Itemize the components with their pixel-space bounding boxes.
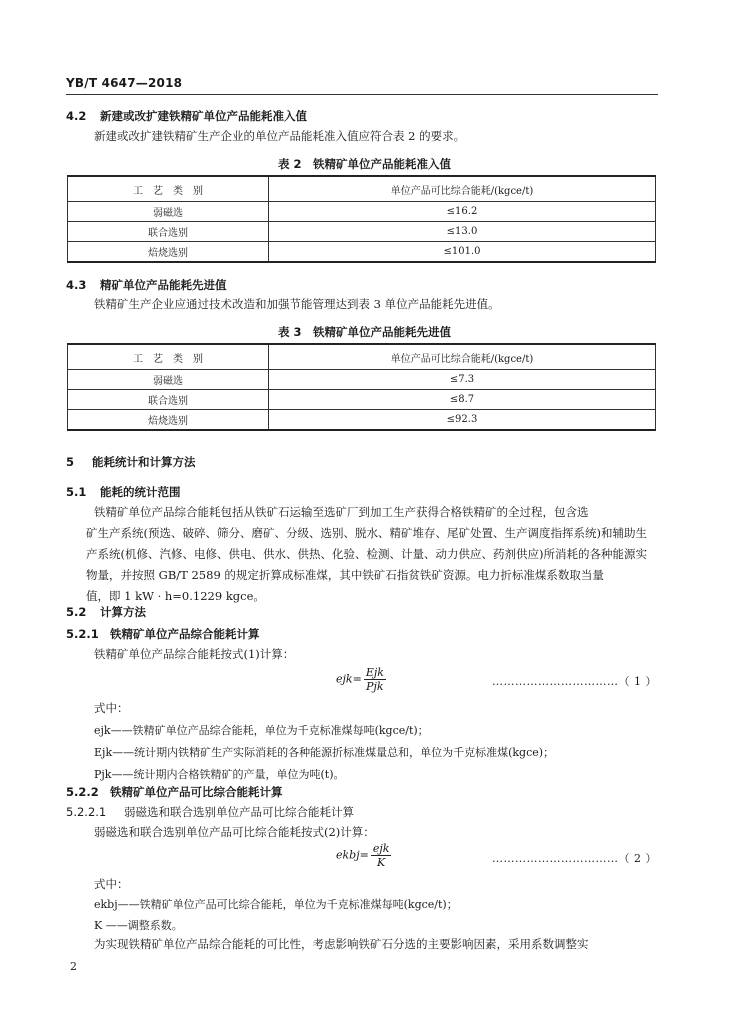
formula-lhs: ekbj= xyxy=(336,848,369,862)
cell-category: 弱磁选 xyxy=(68,202,269,222)
section-5-2-1-body: 铁精矿单位产品综合能耗按式(1)计算： xyxy=(94,647,295,661)
definition-line: ekbj——铁精矿单位产品可比综合能耗，单位为千克标准煤每吨(kgce/t)； xyxy=(94,898,458,911)
cell-category: 弱磁选 xyxy=(68,370,269,390)
table-row xyxy=(68,410,656,431)
section-number: 5.2.2 xyxy=(66,785,99,799)
section-5-2-heading xyxy=(66,604,146,620)
section-number: 5 xyxy=(66,455,75,469)
section-number: 5.2 xyxy=(66,605,87,619)
cell-value: ≤92.3 xyxy=(269,410,656,431)
definition-line: ejk——铁精矿单位产品综合能耗，单位为千克标准煤每吨(kgce/t)； xyxy=(94,724,429,737)
section-title: 弱磁选和联合选别单位产品可比综合能耗计算 xyxy=(124,805,354,819)
section-title: 计算方法 xyxy=(100,605,146,619)
paragraph-line: 矿生产系统(预选、破碎、筛分、磨矿、分级、选别、脱水、精矿堆存、尾矿处置、生产调度指挥系统)和辅助生 xyxy=(86,526,647,540)
section-5-2-2-heading xyxy=(66,784,283,800)
cell-value: ≤13.0 xyxy=(269,222,656,242)
formula-numerator: ejk xyxy=(372,842,390,855)
column-header-value: 单位产品可比综合能耗/(kgce/t) xyxy=(269,176,656,202)
formula-2 xyxy=(336,842,391,869)
section-number: 5.2.1 xyxy=(66,627,99,641)
section-title: 精矿单位产品能耗先进值 xyxy=(100,278,227,292)
table-row xyxy=(68,202,656,222)
formula-fraction xyxy=(371,842,392,869)
table-2 xyxy=(67,175,656,263)
table-3 xyxy=(67,343,656,431)
section-4-3-body: 铁精矿生产企业应通过技术改造和加强节能管理达到表 3 单位产品能耗先进值。 xyxy=(94,297,500,311)
paragraph-line: 物量，并按照 GB/T 2589 的规定折算成标准煤，其中铁矿石指贫铁矿资源。电力折标准煤系数取当量 xyxy=(86,568,604,582)
column-header-category: 工 艺 类 别 xyxy=(68,344,269,370)
section-4-2-body: 新建或改扩建铁精矿生产企业的单位产品能耗准入值应符合表 2 的要求。 xyxy=(94,129,466,143)
formula-fraction xyxy=(364,666,386,693)
table-header-row xyxy=(68,176,656,202)
cell-category: 焙烧选别 xyxy=(68,242,269,263)
section-title: 新建或改扩建铁精矿单位产品能耗准入值 xyxy=(100,109,307,123)
table-row xyxy=(68,222,656,242)
section-title: 能耗的统计范围 xyxy=(100,485,181,499)
definition-line: K ——调整系数。 xyxy=(94,919,183,932)
cell-category: 联合选别 xyxy=(68,390,269,410)
formula-denominator: Pjk xyxy=(366,680,384,693)
section-4-2-heading xyxy=(66,108,307,124)
definition-line: Ejk——统计期内铁精矿生产实际消耗的各种能源折标准煤量总和，单位为千克标准煤(kgce)； xyxy=(94,746,555,759)
header-rule xyxy=(66,94,658,95)
cell-value: ≤8.7 xyxy=(269,390,656,410)
section-title: 能耗统计和计算方法 xyxy=(92,455,196,469)
where-label: 式中： xyxy=(94,701,129,715)
cell-value: ≤16.2 xyxy=(269,202,656,222)
section-5-1-heading xyxy=(66,484,181,500)
section-number: 5.1 xyxy=(66,485,87,499)
standard-code: YB/T 4647—2018 xyxy=(66,76,183,90)
equation-number: ……………………………（ 2 ） xyxy=(492,852,657,865)
section-5-2-1-heading xyxy=(66,626,260,642)
section-5-2-2-1-body: 弱磁选和联合选别单位产品可比综合能耗按式(2)计算： xyxy=(94,825,375,839)
table-row xyxy=(68,370,656,390)
paragraph-line: 值，即 1 kW · h=0.1229 kgce。 xyxy=(86,589,265,603)
column-header-category: 工 艺 类 别 xyxy=(68,176,269,202)
table-2-caption: 表 2 铁精矿单位产品能耗准入值 xyxy=(277,157,451,171)
paragraph-line: 产系统(机修、汽修、电修、供电、供水、供热、化验、检测、计量、动力供应、药剂供应)所消耗的各种能源实 xyxy=(86,547,647,561)
section-5-2-2-1-heading xyxy=(66,804,354,820)
table-row xyxy=(68,390,656,410)
section-number: 4.3 xyxy=(66,278,87,292)
paragraph-line: 为实现铁精矿单位产品综合能耗的可比性，考虑影响铁矿石分选的主要影响因素，采用系数调整实 xyxy=(94,937,589,951)
section-5-heading xyxy=(66,454,196,470)
cell-value: ≤7.3 xyxy=(269,370,656,390)
cell-value: ≤101.0 xyxy=(269,242,656,263)
formula-1 xyxy=(336,666,386,693)
where-label: 式中： xyxy=(94,877,129,891)
formula-lhs: ejk= xyxy=(336,672,362,686)
section-title: 铁精矿单位产品综合能耗计算 xyxy=(110,627,260,641)
formula-denominator: K xyxy=(377,856,386,869)
table-3-caption: 表 3 铁精矿单位产品能耗先进值 xyxy=(277,325,451,339)
column-header-value: 单位产品可比综合能耗/(kgce/t) xyxy=(269,344,656,370)
section-number: 5.2.2.1 xyxy=(66,805,107,819)
paragraph-line: 铁精矿单位产品综合能耗包括从铁矿石运输至选矿厂到加工生产获得合格铁精矿的全过程，包含选 xyxy=(94,505,589,519)
table-row xyxy=(68,242,656,263)
cell-category: 焙烧选别 xyxy=(68,410,269,431)
section-4-3-heading xyxy=(66,277,227,293)
page-number: 2 xyxy=(70,960,77,973)
table-header-row xyxy=(68,344,656,370)
definition-line: Pjk——统计期内合格铁精矿的产量，单位为吨(t)。 xyxy=(94,768,345,781)
section-number: 4.2 xyxy=(66,109,87,123)
formula-numerator: Ejk xyxy=(365,666,384,679)
equation-number: ……………………………（ 1 ） xyxy=(492,675,657,688)
section-title: 铁精矿单位产品可比综合能耗计算 xyxy=(110,785,283,799)
cell-category: 联合选别 xyxy=(68,222,269,242)
